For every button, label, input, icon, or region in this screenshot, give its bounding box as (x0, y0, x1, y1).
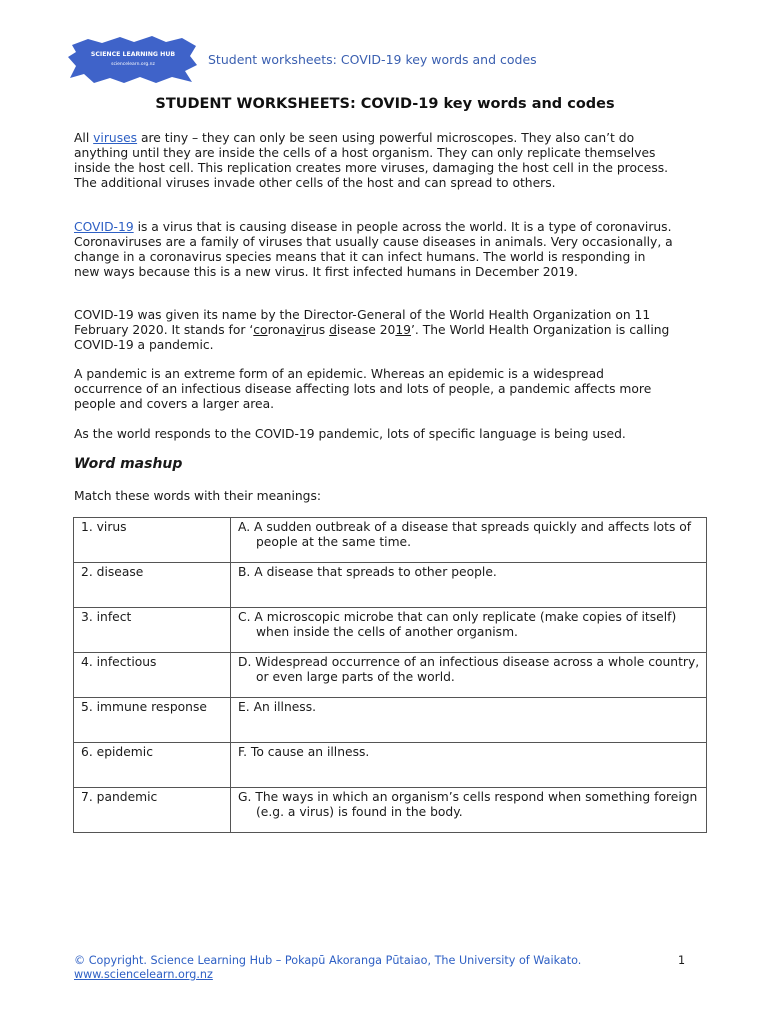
word-mashup-table (73, 517, 707, 833)
table-row (74, 653, 707, 698)
definition-text: G. The ways in which an organism’s cells respond when something foreign (e.g. a virus) is found in the body. (238, 790, 698, 819)
logo-subtitle: sciencelearn.org.nz (111, 62, 155, 67)
word-cell: 4. infectious (74, 653, 231, 698)
definition-cell (231, 653, 707, 698)
viruses-link[interactable]: viruses (93, 131, 138, 145)
table-row (74, 788, 707, 833)
logo-title: SCIENCE LEARNING HUB (90, 51, 176, 58)
table-row (74, 518, 707, 563)
page-number: 1 (678, 954, 686, 967)
page-title: STUDENT WORKSHEETS: COVID-19 key words and codes (155, 96, 615, 112)
table-row (74, 563, 707, 608)
definition-cell (231, 698, 707, 743)
definition-text: D. Widespread occurrence of an infectious disease across a whole country, or even large parts of the world. (238, 655, 700, 684)
copyright-text: © Copyright. Science Learning Hub – Pokapū Akoranga Pūtaiao, The University of Waikato. (74, 954, 582, 967)
table-row (74, 743, 707, 788)
paragraph-language: As the world responds to the COVID-19 pandemic, lots of specific language is being used. (74, 427, 626, 441)
paragraph-naming: COVID-19 was given its name by the Director-General of the World Health Organization on 11 February 2020. It stands for ‘coronavirus disease 2019’. The World Health Organization is calling COVID-19 a pandemic. (74, 308, 670, 352)
footer (74, 954, 581, 982)
table-row (74, 608, 707, 653)
covid19-link[interactable]: COVID-19 (74, 220, 134, 234)
section-heading-word-mashup: Word mashup (74, 456, 183, 472)
paragraph-covid19: COVID-19 is a virus that is causing disease in people across the world. It is a type of coronavirus. Coronaviruses are a family of viruses that usually cause diseases in animals. Very occasionally, a change in a coronavirus species means that it can infect humans. The world is responding in new ways because this is a new virus. It first infected humans in December 2019. (74, 220, 673, 279)
definition-cell (231, 608, 707, 653)
word-cell: 7. pandemic (74, 788, 231, 833)
definition-text: A. A sudden outbreak of a disease that spreads quickly and affects lots of people at the same time. (238, 520, 692, 549)
word-cell: 2. disease (74, 563, 231, 608)
definition-text: B. A disease that spreads to other people. (238, 565, 497, 579)
definition-text: C. A microscopic microbe that can only replicate (make copies of itself) when inside the cells of another organism. (238, 610, 677, 639)
paragraph-viruses: All viruses are tiny – they can only be seen using powerful microscopes. They also can’t do anything until they are inside the cells of a host organism. They can only replicate themselves inside the host cell. This replication creates more viruses, damaging the host cell in the process. The additional viruses invade other cells of the host and can spread to others. (74, 131, 669, 190)
running-header: Student worksheets: COVID-19 key words and codes (208, 52, 537, 67)
website-link[interactable]: www.sciencelearn.org.nz (74, 968, 213, 981)
paragraph-pandemic: A pandemic is an extreme form of an epidemic. Whereas an epidemic is a widespread occurrence of an infectious disease affecting lots and lots of people, a pandemic affects more people and covers a larger area. (74, 367, 652, 411)
definition-cell (231, 788, 707, 833)
word-cell: 5. immune response (74, 698, 231, 743)
word-cell: 6. epidemic (74, 743, 231, 788)
definition-cell (231, 518, 707, 563)
definition-cell (231, 563, 707, 608)
definition-text: E. An illness. (238, 700, 317, 714)
logo-splash-shape (68, 36, 197, 83)
table-row (74, 698, 707, 743)
match-instruction: Match these words with their meanings: (74, 489, 322, 503)
definition-text: F. To cause an illness. (238, 745, 370, 759)
word-cell: 1. virus (74, 518, 231, 563)
definition-cell (231, 743, 707, 788)
science-learning-hub-logo (68, 36, 198, 84)
word-cell: 3. infect (74, 608, 231, 653)
